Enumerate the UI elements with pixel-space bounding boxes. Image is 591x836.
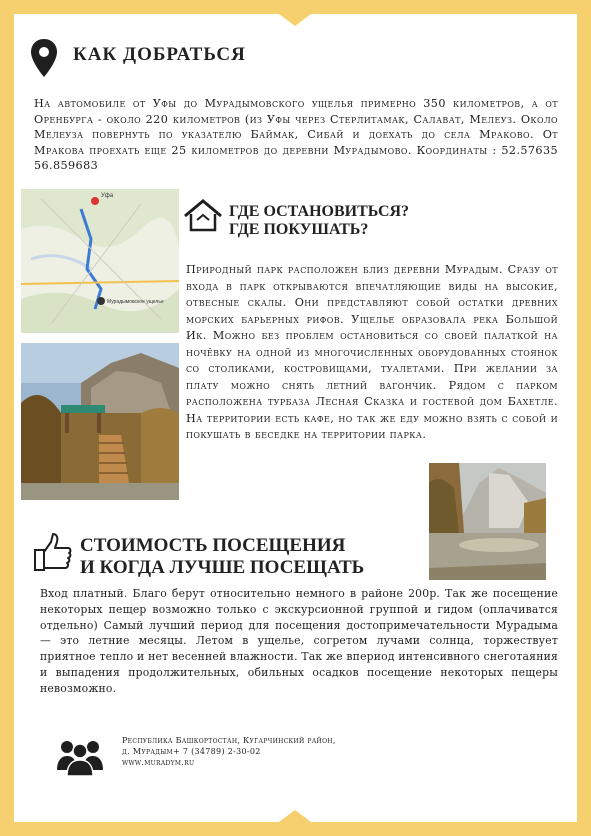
footer-phone: д. Мурадым+ 7 (34789) 2-30-02 — [122, 747, 261, 756]
gazebo-photo — [21, 343, 179, 500]
cost-title-line1: СТОИМОСТЬ ПОСЕЩЕНИЯ — [80, 535, 346, 556]
directions-title: КАК ДОБРАТЬСЯ — [73, 44, 246, 65]
map-image — [21, 189, 179, 333]
stay-title-line2: ГДЕ ПОКУШАТЬ? — [229, 221, 369, 238]
bottom-notch — [279, 810, 311, 822]
stay-title — [229, 203, 409, 239]
cost-title — [80, 535, 364, 579]
stay-title-line1: ГДЕ ОСТАНОВИТЬСЯ? — [229, 203, 410, 220]
directions-text: На автомобиле от Уфы до Мурадымовского ущелья примерно 350 километров, а от Оренбурга - около 220 километров (из Уфы через Стерлитамак, Салават, Мелеуз. Около Мелеуза повернуть по указателю Баймак, Сибай и доехать до села Мраково. От Мракова проехать еще 25 километров до деревни Мурадымово. Координаты : 52.57635 56.859683 — [34, 97, 558, 173]
cost-text: Вход платный. Благо берут относительно немного в районе 200р. Так же посещение некоторых пещер возможно только с экскурсионной группой и гидом (оплачиватся отдельно) Самый лучший период для посещения достопримечательности Мурадыма — это летние месяцы. Летом в ущелье, согретом лучами солнца, торжествует приятное тепло и нет весенней влажности. Так же впериод интенсивного снеготаяния и выпадения продолжительных, обильных осадков посещение некоторых пещеры невозможно. — [40, 587, 558, 695]
footer-address: Республика Башкортостан, Кугарчинский район, — [122, 736, 336, 745]
people-group-icon — [56, 736, 104, 776]
river-photo — [429, 463, 546, 580]
top-notch — [279, 14, 311, 26]
stay-text: Природный парк расположен близ деревни Мурадым. Сразу от входа в парк открываются впечатляющие виды на высокие, отвесные скалы. Они представляют собой остатки древних морских барьерных рифов. Ущелье образовала река Большой Ик. Можно без проблем остановиться со своей палаткой на ночёвку на одной из многочисленных оборудованных стоянок со столиками, костровищами, туалетами. При желании за плату можно снять летний вагончик. Рядом с парком расположена турбаза Лесная Сказка и гостевой дом Бахетле. На территории есть кафе, но так же еду можно взять с собой и покушать в беседке на территории парка. — [186, 263, 558, 441]
map-label-ufa: Уфа — [101, 193, 114, 199]
footer-website-link[interactable]: www.muradym.ru — [122, 758, 195, 767]
location-pin-icon — [30, 38, 58, 78]
cost-title-line2: И КОГДА ЛУЧШЕ ПОСЕЩАТЬ — [80, 557, 365, 578]
footer-contacts — [122, 735, 382, 768]
house-icon — [183, 198, 223, 232]
thumbs-up-icon — [33, 532, 73, 572]
map-label-gorge: Мурадымовское ущелье — [107, 299, 164, 305]
